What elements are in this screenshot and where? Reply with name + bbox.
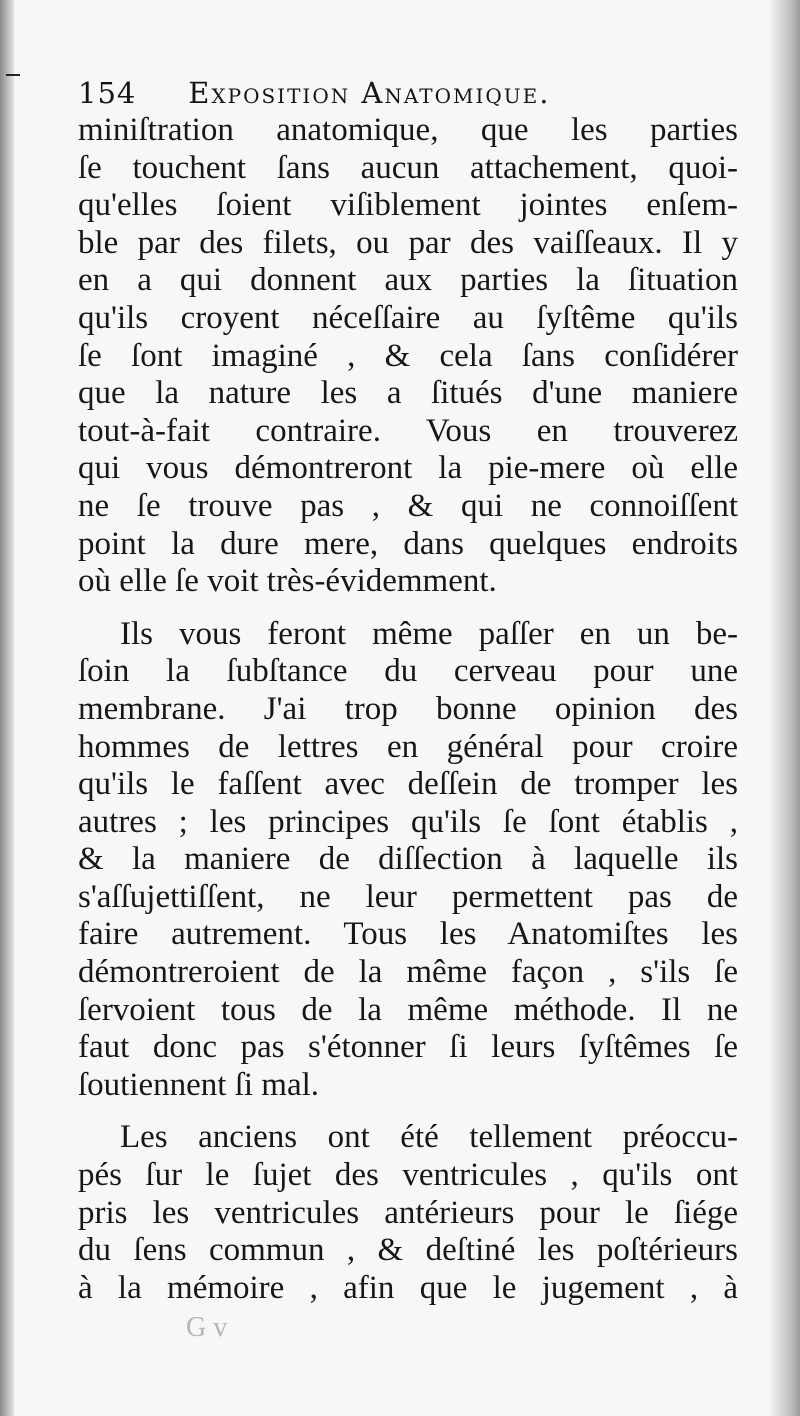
text-line: Ils vous feront même paſſer en un be- [120, 615, 738, 652]
text-line: miniſtration anatomique, que les parties [78, 112, 738, 148]
paragraph-gap [78, 601, 738, 616]
text-line: pris les ventricules antérieurs pour le ſiége [78, 1194, 738, 1231]
text-line: du ſens commun , & deſtiné les poſtérieurs [78, 1232, 738, 1269]
paragraph-3 [78, 1119, 738, 1307]
paragraph-2 [78, 616, 738, 1105]
text-line: ne ſe trouve pas , & qui ne connoiſſent [78, 487, 738, 524]
text-line: qu'ils le faſſent avec deſſein de tromper les [78, 766, 738, 803]
text-line: point la dure mere, dans quelques endroits [78, 525, 738, 562]
text-line: faut donc pas s'étonner ſi leurs ſyſtêmes ſe [78, 1029, 738, 1066]
text-line: tout-à-fait contraire. Vous en trouverez [78, 412, 738, 449]
page-gutter-shadow [0, 0, 14, 1416]
text-line: qu'elles ſoient viſiblement jointes enſem- [78, 187, 738, 224]
text-line: ſoin la ſubſtance du cerveau pour une [78, 653, 738, 690]
text-line: où elle ſe voit très-évidemment. [78, 563, 497, 600]
text-line: à la mémoire , afin que le jugement , à [78, 1269, 738, 1306]
text-line: qu'ils croyent néceſſaire au ſyſtême qu'ils [78, 299, 738, 336]
text-line: démontreroient de la même façon , s'ils ſe [78, 954, 738, 991]
text-line: qui vous démontreront la pie-mere où elle [78, 450, 738, 487]
page-edge-shadow [770, 0, 800, 1416]
text-line: ſe ſont imaginé , & cela ſans conſidérer [78, 337, 738, 374]
running-header [78, 70, 738, 116]
body-text [78, 112, 738, 1307]
text-line: ſe touchent ſans aucun attachement, quoi- [78, 149, 738, 186]
text-line: hommes de lettres en général pour croire [78, 728, 738, 765]
text-line: ble par des filets, ou par des vaiſſeaux. Il y [78, 224, 738, 261]
text-line: autres ; les principes qu'ils ſe ſont établis , [78, 803, 738, 840]
text-line: faire autrement. Tous les Anatomiſtes les [78, 916, 738, 953]
text-line: membrane. J'ai trop bonne opinion des [78, 690, 738, 727]
text-line: Les anciens ont été tellement préoccu- [120, 1119, 738, 1156]
running-title: Exposition Anatomique. [188, 76, 551, 110]
text-line: en a qui donnent aux parties la ſituation [78, 262, 738, 299]
signature-mark: G v [186, 1312, 228, 1343]
margin-mark [6, 74, 20, 76]
text-line: que la nature les a ſitués d'une maniere [78, 375, 738, 412]
text-line: s'aſſujettiſſent, ne leur permettent pas de [78, 878, 738, 915]
paragraph-1 [78, 112, 738, 601]
text-line: & la maniere de diſſection à laquelle ils [78, 841, 738, 878]
page-number: 154 [78, 76, 137, 110]
text-line: ſervoient tous de la même méthode. Il ne [78, 991, 738, 1028]
paragraph-gap [78, 1104, 738, 1119]
text-line: pés ſur le ſujet des ventricules , qu'ils ont [78, 1157, 738, 1194]
text-line: ſoutiennent ſi mal. [78, 1066, 320, 1103]
